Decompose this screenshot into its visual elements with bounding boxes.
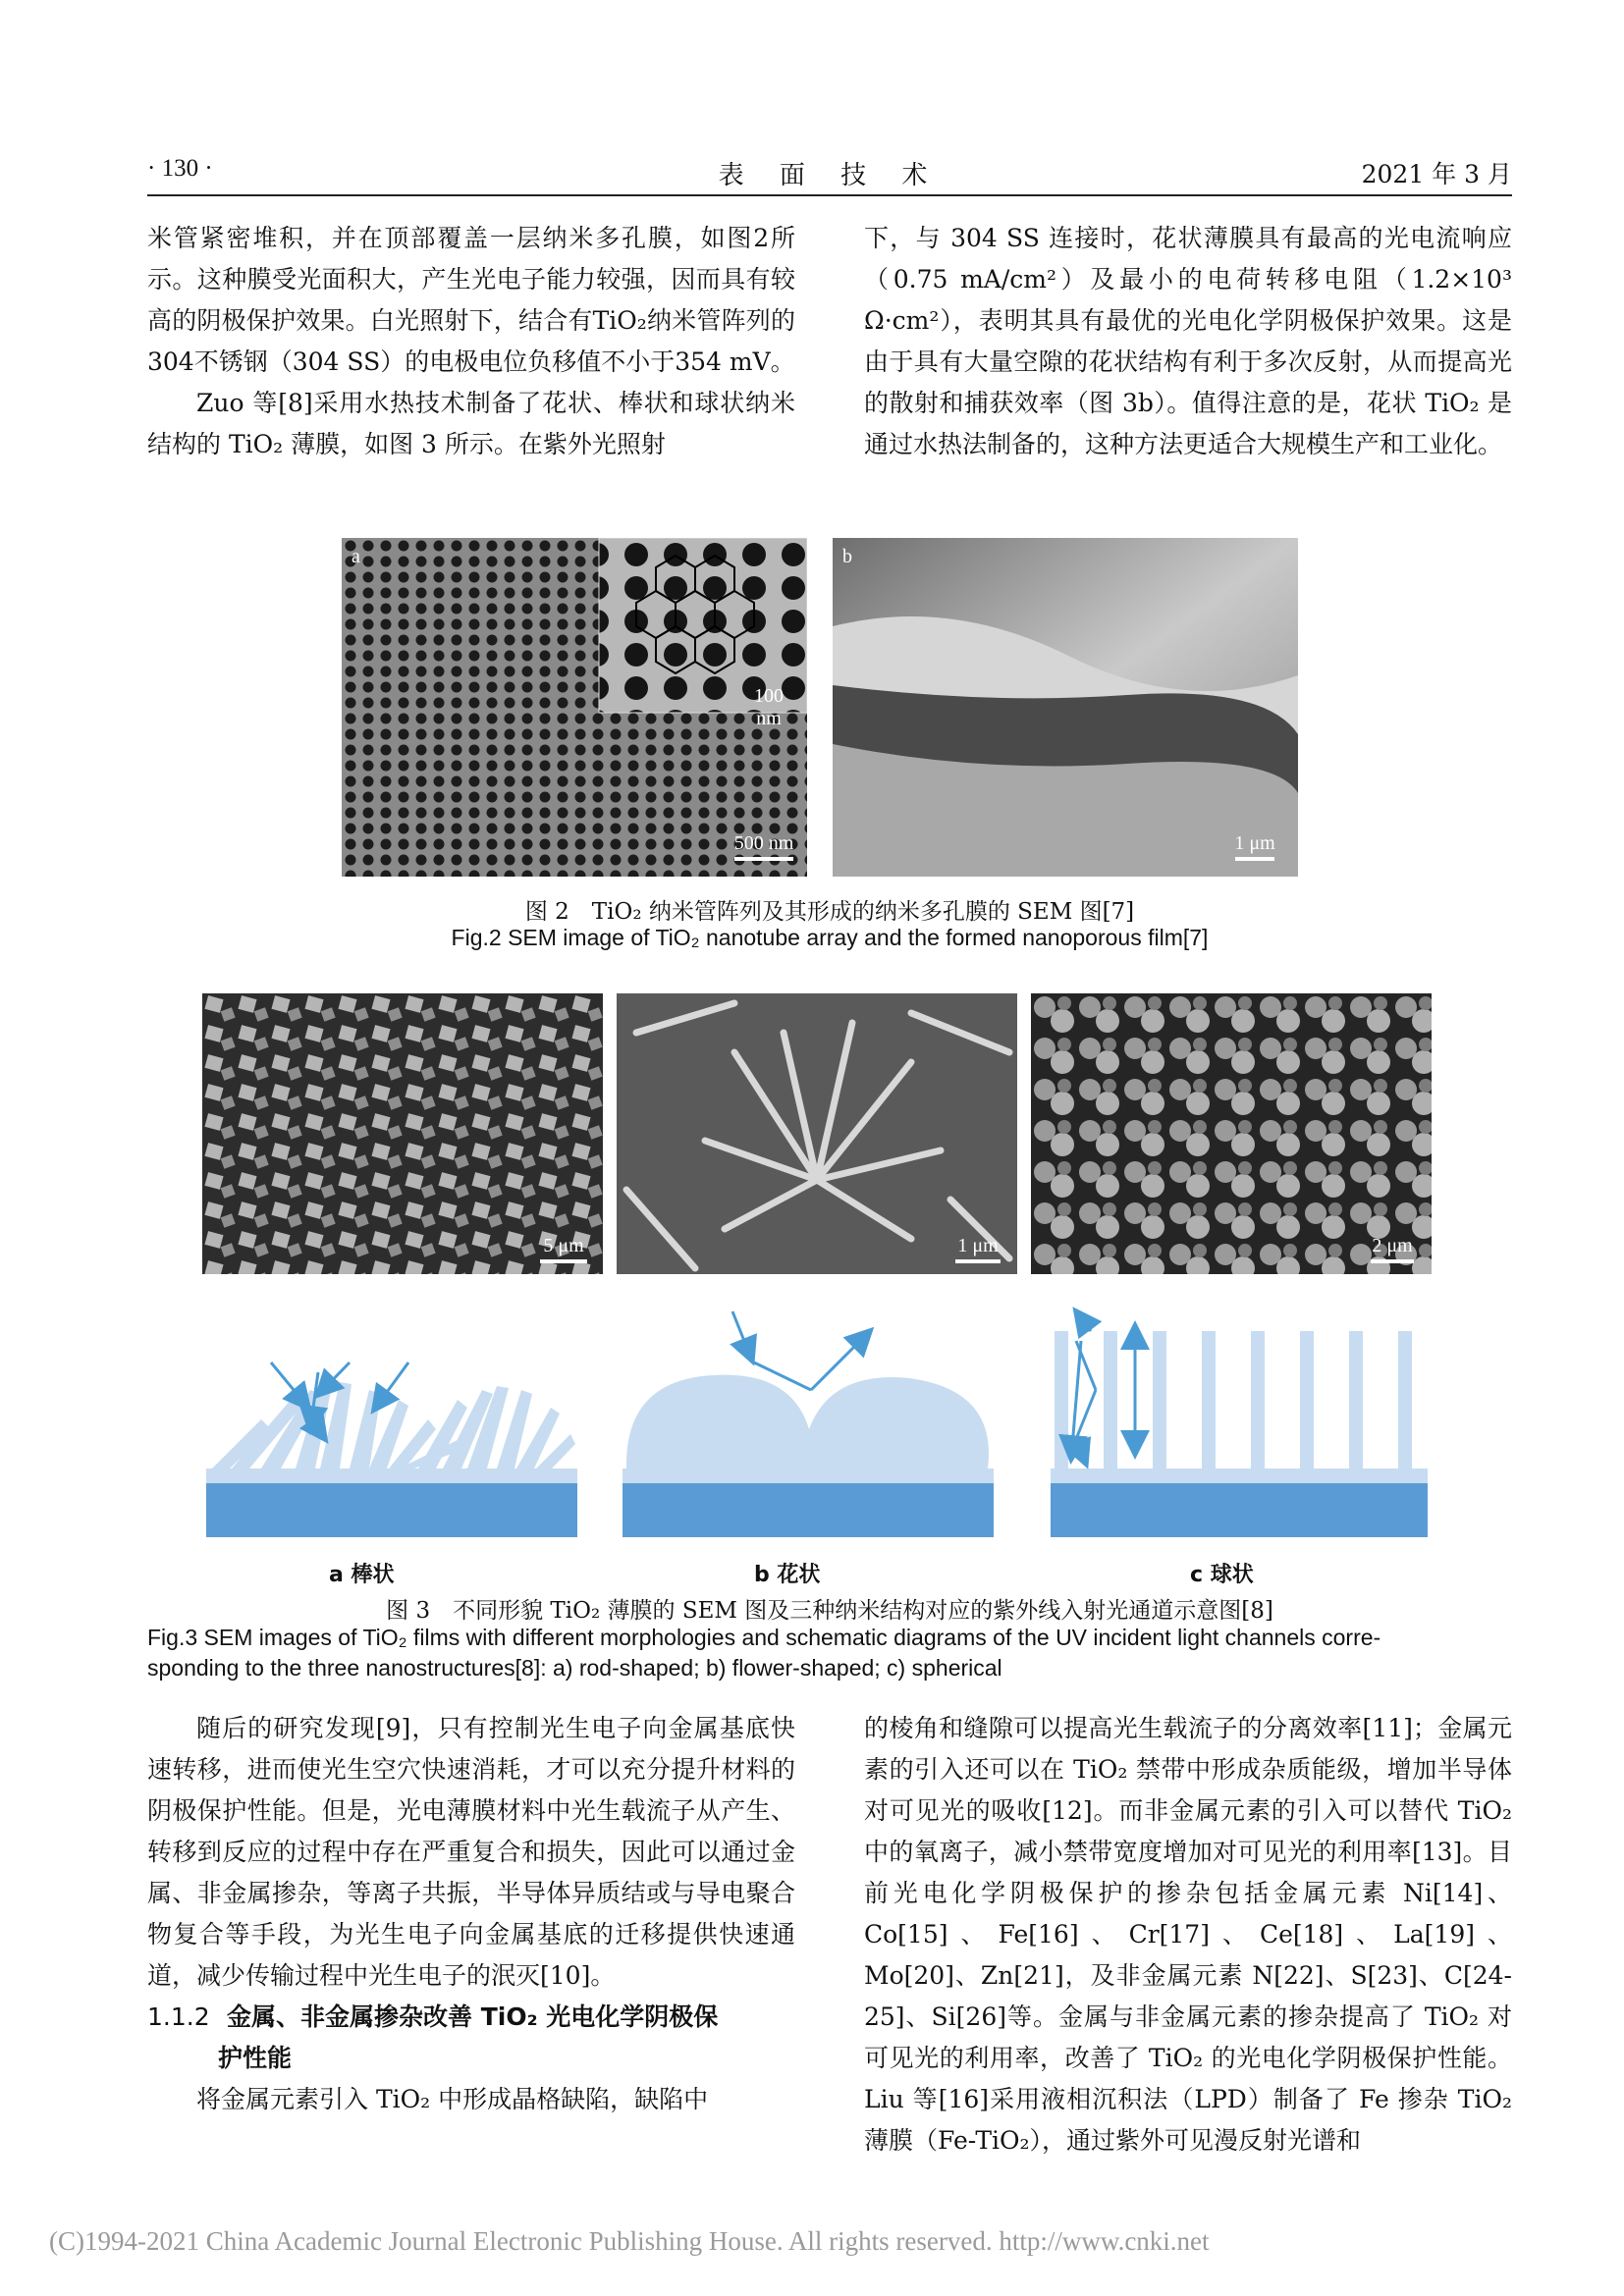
right-column-top [864,218,1512,465]
left-column-top [147,218,795,465]
scale-text-a: 500 nm [733,832,794,854]
fig3-caption-en-line2: sponding to the three nanostructures[8]: a) rod-shaped; b) flower-shaped; c) spherical [147,1655,1002,1681]
inset-scale-bar [739,685,798,730]
scale-text-rod: 5 μm [543,1235,584,1256]
sphere-sem-image [1031,993,1432,1274]
inset-scale-text: 100 nm [754,685,784,729]
fig2-sem-panel-a [342,538,807,877]
fig3-caption-en-line1: Fig.3 SEM images of TiO₂ films with different morphologies and schematic diagrams of the UV incident light channels corre- [147,1625,1381,1650]
paragraph: 米管紧密堆积，并在顶部覆盖一层纳米多孔膜，如图2所示。这种膜受光面积大，产生光电子能力较强，因而具有较高的阴极保护效果。白光照射下，结合有TiO₂纳米管阵列的304不锈钢（304 SS）的电极电位负移值不小于354 mV。 [147,224,795,376]
schematic-rod [206,1362,577,1537]
schematic-label-a: a 棒状 [329,1563,395,1587]
fig3-schematics [202,1292,1432,1547]
scale-bar-a [730,832,798,861]
section-heading [147,1997,795,2079]
schematic-sphere [1051,1311,1428,1537]
fig2-caption-en: Fig.2 SEM image of TiO₂ nanotube array and the formed nanoporous film[7] [451,925,1209,950]
fig3-caption-cn: 图 3 不同形貌 TiO₂ 薄膜的 SEM 图及三种纳米结构对应的紫外线入射光通道示意图[8] [386,1598,1273,1624]
scale-bar-sphere [1363,1235,1422,1263]
left-column-bottom [147,1708,795,2120]
fig3-sem-flower [617,993,1017,1274]
scale-bar-rod [534,1235,593,1263]
panel-label-a: a [352,546,360,567]
paragraph: Zuo 等[8]采用水热技术制备了花状、棒状和球状纳米结构的 TiO₂ 薄膜，如图 3 所示。在紫外光照射 [147,389,795,458]
nanoporous-film-image [833,538,1298,877]
fig2-sem-panel-b [833,538,1298,877]
section-title-line1: 金属、非金属掺杂改善 TiO₂ 光电化学阴极保 [227,2002,719,2031]
flower-sem-image [617,993,1017,1274]
scale-text-sphere: 2 μm [1372,1235,1413,1256]
paragraph: 下，与 304 SS 连接时，花状薄膜具有最高的光电流响应（0.75 mA/cm²）及最小的电荷转移电阻（1.2×10³ Ω·cm²），表明其具有最优的光电化学阴极保护效果。这是由于具有大量空隙的花状结构有利于多次反射，从而提高光的散射和捕获效率（图 3b）。值得注意的是，花状 TiO₂ 是通过水热法制备的，这种方法更适合大规模生产和工业化。 [864,224,1512,458]
paragraph: 将金属元素引入 TiO₂ 中形成晶格缺陷，缺陷中 [196,2085,709,2113]
page-number: · 130 · [147,155,213,182]
scale-text-b: 1 μm [1234,832,1275,854]
schematic-label-b: b 花状 [754,1563,821,1587]
scale-bar-b [1225,832,1284,861]
scale-text-flower: 1 μm [957,1235,999,1256]
schematic-label-c: c 球状 [1190,1563,1254,1587]
journal-title: 表 面 技 术 [718,161,942,190]
scale-bar-flower [948,1235,1007,1263]
fig3-sem-sphere [1031,993,1432,1274]
rod-sem-image [202,993,603,1274]
fig3-sem-rod [202,993,603,1274]
running-header [147,155,1512,196]
nanotube-array-image [342,538,807,877]
copyright-footer: (C)1994-2021 China Academic Journal Electronic Publishing House. All rights reserved. http://www.cnki.net [49,2226,1210,2256]
issue-date: 2021 年 3 月 [1361,160,1512,188]
paragraph: 的棱角和缝隙可以提高光生载流子的分离效率[11]；金属元素的引入还可以在 TiO₂ 禁带中形成杂质能级，增加半导体对可见光的吸收[12]。而非金属元素的引入可以替代 TiO₂ 中的氧离子，减小禁带宽度增加对可见光的利用率[13]。目前光电化学阴极保护的掺杂包括金属元素 Ni[14]、Co[15]、Fe[16]、Cr[17]、Ce[18]、La[19]、Mo[20]、Zn[21]，及非金属元素 N[22]、S[23]、C[24-25]、Si[26]等。金属与非金属元素的掺杂提高了 TiO₂ 对可见光的利用率，改善了 TiO₂ 的光电化学阴极保护性能。Liu 等[16]采用液相沉积法（LPD）制备了 Fe 掺杂 TiO₂ 薄膜（Fe-TiO₂），通过紫外可见漫反射光谱和 [864,1714,1512,2155]
fig2-caption-cn: 图 2 TiO₂ 纳米管阵列及其形成的纳米多孔膜的 SEM 图[7] [524,899,1135,925]
section-number: 1.1.2 [147,2002,210,2031]
schematic-flower [623,1311,994,1537]
paragraph: 随后的研究发现[9]，只有控制光生电子向金属基底快速转移，进而使光生空穴快速消耗，才可以充分提升材料的阴极保护性能。但是，光电薄膜材料中光生载流子从产生、转移到反应的过程中存在严重复合和损失，因此可以通过金属、非金属掺杂，等离子共振，半导体异质结或与导电聚合物复合等手段，为光生电子向金属基底的迁移提供快速通道，减少传输过程中光生电子的泯灭[10]。 [147,1714,795,1990]
panel-label-b: b [842,546,852,567]
section-title-line2: 护性能 [218,2044,293,2072]
right-column-bottom [864,1708,1512,2162]
